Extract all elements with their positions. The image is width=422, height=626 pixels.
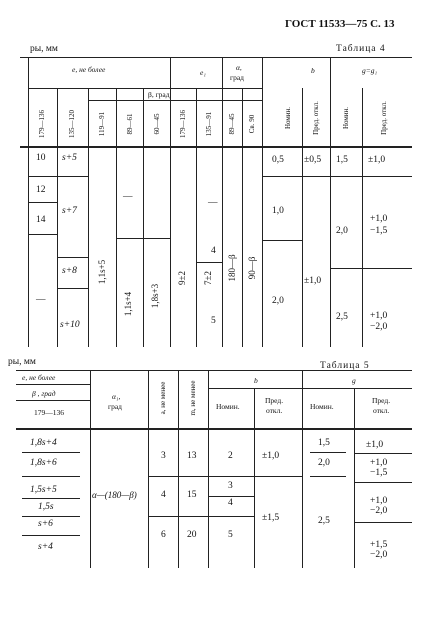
t5-head-bdev1: Пред. [265, 396, 284, 405]
t5-gr4 [354, 482, 412, 483]
t4-r6 [116, 238, 170, 239]
t5-bnom-1: 3 [228, 481, 233, 491]
t5-v-m [208, 370, 209, 568]
t5-bg-rule [208, 388, 412, 389]
t4-alpha-2: 90—β [247, 256, 257, 280]
table4-subheader-rule [28, 88, 262, 89]
t5-bnom-2: 4 [228, 498, 233, 508]
t5-gnom-0: 1,5 [318, 438, 330, 448]
t5-head-gnom: Номин. [310, 402, 334, 411]
t5-e-2: 1,5s+5 [30, 485, 57, 495]
t4-r5 [57, 288, 88, 289]
t4-gdev-0: ±1,0 [368, 155, 386, 165]
page-header: ГОСТ 11533—75 С. 13 [285, 18, 395, 30]
t5-head-g: g [352, 376, 356, 385]
t5-gdev-4: −2,0 [370, 506, 388, 516]
t4-gdev-1: +1,0 [370, 214, 388, 224]
t5-v-e [90, 370, 91, 568]
t4-r11 [330, 176, 412, 177]
t5-head-alpha1: α₁, [112, 392, 121, 401]
t5-header-rule [16, 428, 412, 430]
t4-sub-6: 179—136 [179, 110, 187, 138]
t4-sub-3: 119—91 [98, 111, 106, 137]
t4-sub-9: Св. 90 [248, 114, 256, 134]
t4-beta-rule [88, 100, 262, 101]
t4-v-c9 [242, 88, 243, 347]
t4-head-b: b [311, 66, 315, 75]
t5-gr2 [310, 476, 346, 477]
t4-gdev-3: +1,0 [370, 311, 388, 321]
t4-sub-4: 89—61 [126, 113, 134, 135]
t4-v-c4 [116, 88, 117, 347]
t5-gr5 [354, 522, 412, 523]
t4-g-dev-h: Пред. откл. [380, 101, 388, 135]
t4-b-nom-h: Номин. [284, 106, 292, 130]
t4-alpha-1: 180—β [227, 254, 237, 282]
t4-b-dev-h: Пред. откл. [312, 101, 320, 135]
t5-br2 [208, 496, 254, 497]
t4-v-b-end [330, 57, 331, 347]
t5-v-b [302, 370, 303, 568]
t4-e1b: 7±2 [203, 271, 213, 285]
t4-head-g: g=g₁ [362, 66, 378, 75]
t4-r4 [57, 257, 88, 258]
t4-bdev-1: ±1,0 [304, 276, 322, 286]
t4-sub-2: 135—120 [68, 110, 76, 138]
t5-bdev-0: ±1,0 [262, 451, 280, 461]
t4-head-alpha: α, [236, 63, 242, 72]
t4-r8 [262, 176, 302, 177]
t4-r1 [28, 176, 88, 177]
t4-e2-0: s+5 [62, 153, 77, 163]
t4-e2-1: s+7 [62, 206, 77, 216]
t5-v-a [178, 370, 179, 568]
t4-v-c3 [88, 88, 89, 347]
t5-head-m: m, не менее [189, 380, 197, 416]
table4-units: ры, мм [30, 44, 58, 54]
t4-v-c7 [196, 88, 197, 347]
t4-head-alpha-unit: град [230, 73, 244, 82]
t4-e1c-5: 5 [211, 316, 216, 326]
t4-sub-1: 179—136 [38, 110, 46, 138]
table5-units: ры, мм [8, 357, 36, 367]
t4-gnom-2: 2,5 [336, 312, 348, 322]
t5-m-0: 13 [187, 451, 197, 461]
t4-gdev-4: −2,0 [370, 322, 388, 332]
t5-bdev-1: ±1,5 [262, 513, 280, 523]
t5-head-alpha1-unit: град [108, 402, 122, 411]
t4-v-b-mid [302, 88, 303, 347]
t4-e1-14: 14 [36, 215, 46, 225]
t5-a-2: 6 [161, 530, 166, 540]
t5-gr3 [354, 453, 412, 454]
t5-bnom-0: 2 [228, 451, 233, 461]
t4-r2 [28, 202, 57, 203]
t4-e1a: 9±2 [177, 271, 187, 285]
t5-er4 [22, 516, 80, 517]
t4-dash-mid: — [123, 192, 133, 202]
t5-m-1: 15 [187, 490, 197, 500]
t4-sub-8: 89—45 [228, 113, 236, 135]
t4-head-e1: e₁ [200, 68, 206, 77]
t5-er3 [22, 498, 80, 499]
t5-top-rule [16, 370, 412, 371]
t4-sub-5: 60—45 [153, 113, 161, 135]
t5-gdev-3: +1,0 [370, 496, 388, 506]
t5-gdev-0: ±1,0 [366, 440, 384, 450]
t5-e-3: 1,5s [38, 502, 54, 512]
t4-e3: 1,1s+5 [97, 259, 107, 285]
t4-e1c-4: 4 [211, 246, 216, 256]
t5-e-rule [16, 384, 90, 385]
t5-gdev-5: +1,5 [370, 540, 388, 550]
t5-head-gdev1: Пред. [372, 396, 391, 405]
t4-e1-dash: — [36, 295, 46, 305]
t4-r9 [262, 240, 302, 241]
t5-head-beta-range: 179—136 [34, 408, 64, 417]
t5-head-beta: β , град [32, 389, 56, 398]
t4-e1-12: 12 [36, 185, 46, 195]
t4-gnom-1: 2,0 [336, 226, 348, 236]
t5-gdev-2: −1,5 [370, 468, 388, 478]
t4-sub-7: 135—91 [205, 111, 213, 137]
t5-alpha1-value: α—(180—β) [92, 490, 137, 500]
t5-beta-rule [16, 400, 90, 401]
t5-head-gdev2: откл. [373, 406, 390, 415]
t4-r3 [28, 234, 57, 235]
t5-m-2: 20 [187, 530, 197, 540]
t4-bnom-1: 1,0 [272, 206, 284, 216]
t4-e5: 1,8s+3 [150, 283, 160, 309]
t5-br3 [208, 516, 254, 517]
t4-e1c-dash: — [208, 198, 218, 208]
t5-a-1: 4 [161, 490, 166, 500]
t5-e-5: s+4 [38, 542, 53, 552]
t5-head-a: a, не менее [159, 381, 167, 415]
t5-br1 [208, 476, 254, 477]
t5-ar1 [148, 476, 208, 477]
t4-head-beta: β, град [148, 90, 170, 99]
t5-bnom-3: 5 [228, 530, 233, 540]
t4-r7 [196, 262, 222, 263]
t4-bdev-0: ±0,5 [304, 155, 322, 165]
t5-head-e: e, не более [22, 373, 56, 382]
t5-e-1: 1,8s+6 [30, 458, 57, 468]
t4-e2-2: s+8 [62, 266, 77, 276]
t4-gdev-2: −1,5 [370, 226, 388, 236]
t5-head-bnom: Номин. [216, 402, 240, 411]
t5-gdev-6: −2,0 [370, 550, 388, 560]
t5-gnom-1: 2,0 [318, 458, 330, 468]
table4-top-rule [20, 57, 412, 58]
table5-caption: Таблица 5 [320, 361, 370, 371]
t5-ar2 [148, 516, 208, 517]
t4-r12 [330, 268, 412, 269]
t5-e-4: s+6 [38, 519, 53, 529]
t4-head-e: e, не более [72, 65, 106, 74]
t5-gr1 [310, 452, 346, 453]
t4-v-c5 [143, 88, 144, 347]
t5-a-0: 3 [161, 451, 166, 461]
t5-er2 [22, 476, 80, 477]
t5-br4 [254, 476, 302, 477]
t5-head-b: b [254, 376, 258, 385]
t5-head-bdev2: откл. [266, 406, 283, 415]
t5-er1 [22, 452, 80, 453]
t5-gnom-2: 2,5 [318, 516, 330, 526]
t4-v-alpha-end [262, 57, 263, 347]
table4-header-rule [20, 146, 412, 148]
t4-r10 [302, 176, 330, 177]
t4-gnom-0: 1,5 [336, 155, 348, 165]
t4-e1-10: 10 [36, 153, 46, 163]
t4-g-nom-h: Номин. [342, 106, 350, 130]
table4-caption: Таблица 4 [336, 44, 386, 54]
t4-bnom-2: 2,0 [272, 296, 284, 306]
t5-v-alpha [148, 370, 149, 568]
t5-e-0: 1,8s+4 [30, 438, 57, 448]
t5-v-bmid [254, 388, 255, 568]
t4-e2-3: s+10 [60, 320, 80, 330]
t4-e4: 1,1s+4 [123, 291, 133, 317]
t5-er5 [22, 535, 80, 536]
t4-v-c2 [57, 88, 58, 347]
t4-v-g-mid [362, 88, 363, 347]
t5-gdev-1: +1,0 [370, 458, 388, 468]
t5-v-gmid [354, 388, 355, 568]
t4-bnom-0: 0,5 [272, 155, 284, 165]
